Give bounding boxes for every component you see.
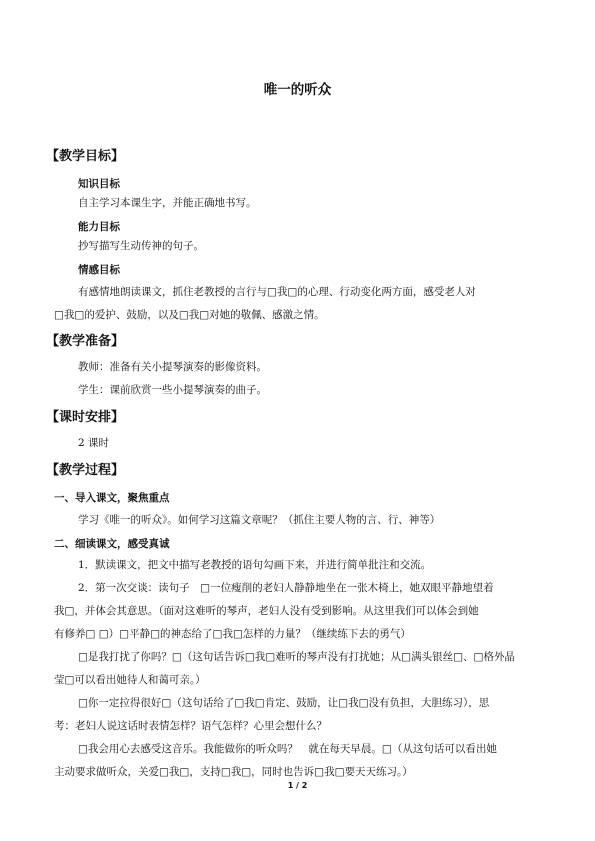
page-title: 唯一的听众	[263, 82, 332, 98]
paragraph-ability: 抄写描写生动传神的句子。	[78, 240, 204, 252]
paragraph-emotion-line2: □我□的爱护、鼓励，以及□我□对她的敬佩、感激之情。	[54, 309, 325, 321]
process-line: 莹□可以看出她待人和蔼可亲。）	[54, 674, 206, 686]
section-heading-prep: 【教学准备】	[46, 334, 125, 349]
process-line: 有修养□ □）□平静□的神态给了□我□怎样的力量？（继续练下去的勇气）	[54, 628, 411, 640]
process-line: □是我打扰了你吗？□（这句话告诉□我□难听的琴声没有打扰她；从□满头银丝□、□格外晶	[78, 651, 515, 663]
process-line: 2．第一次交谈：读句子 □一位瘦削的老妇人静静地坐在一张木椅上，她双眼平静地望着	[78, 582, 494, 594]
process-line: □我会用心去感受这音乐。我能做你的听众吗？ 就在每天早晨。□（从这句话可以看出她	[78, 743, 497, 755]
paragraph-emotion-line1: 有感情地朗读课文，抓住老教授的言行与□我□的心理、行动变化两方面，感受老人对	[78, 286, 476, 298]
paragraph-hours: 2 课时	[78, 437, 110, 449]
process-line: 1．默读课文，把文中描写老教授的语句勾画下来，并进行简单批注和交流。	[78, 559, 432, 571]
process-line: □你一定拉得很好□（这句话给了□我□肯定、鼓励，让□我□没有负担，大胆练习），思	[78, 697, 490, 709]
section-heading-goals: 【教学目标】	[46, 149, 125, 164]
section-heading-schedule: 【课时安排】	[46, 410, 125, 425]
process-line: 考：老妇人说这话时表情怎样？语气怎样？心里会想什么？	[54, 720, 327, 732]
paragraph-step1: 学习《唯一的听众》。如何学习这篇文章呢？（抓住主要人物的言、行、神等）	[78, 514, 441, 526]
step-title-2: 二、细读课文，感受真诚	[54, 538, 170, 550]
section-heading-process: 【教学过程】	[46, 463, 125, 478]
process-line: 我□，并体会其意思。（面对这难听的琴声，老妇人没有受到影响。从这里我们可以体会到她	[54, 605, 479, 617]
subheading-ability: 能力目标	[78, 221, 120, 233]
subheading-knowledge: 知识目标	[78, 178, 120, 190]
paragraph-knowledge: 自主学习本课生字，并能正确地书写。	[78, 197, 257, 209]
paragraph-teacher-prep: 教师：准备有关小提琴演奏的影像资料。	[78, 361, 267, 373]
process-line: 主动要求做听众，关爱□我□，支持□我□，同时也告诉□我□要天天练习。）	[54, 766, 413, 778]
step-title-1: 一、导入课文，聚焦重点	[54, 492, 170, 504]
page-number: 1 / 2	[287, 781, 308, 790]
subheading-emotion: 情感目标	[78, 264, 120, 276]
paragraph-student-prep: 学生：课前欣赏一些小提琴演奏的曲子。	[78, 384, 267, 396]
